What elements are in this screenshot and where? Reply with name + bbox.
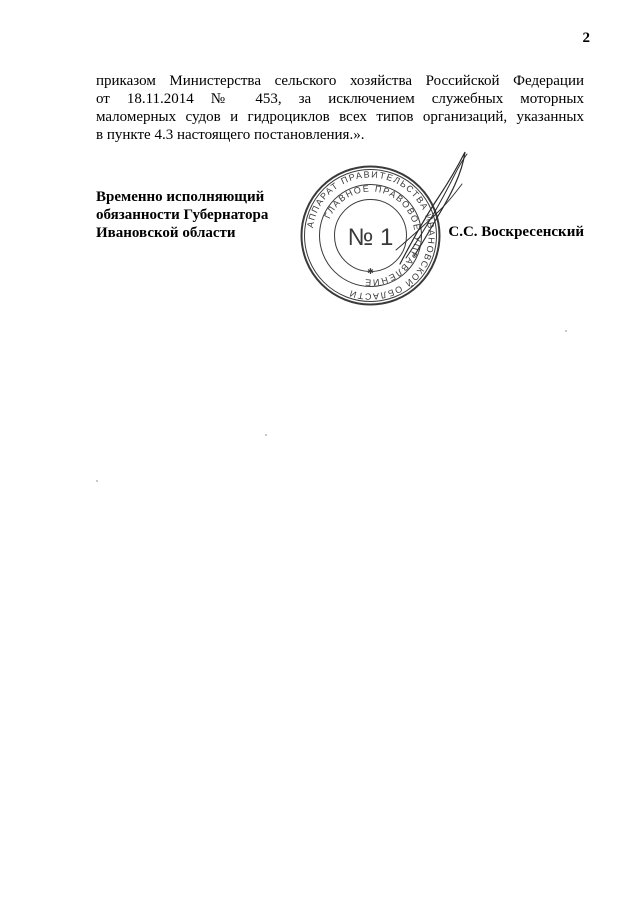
body-paragraph bbox=[96, 72, 584, 144]
signer-title-line: Ивановской области bbox=[96, 225, 236, 241]
signer-title bbox=[96, 188, 316, 242]
body-line: маломерных судов и гидроциклов всех типов организаций, указанных bbox=[96, 109, 584, 125]
stamp-center-number: № 1 bbox=[347, 224, 394, 251]
scan-speck bbox=[265, 434, 267, 436]
body-line: в пункте 4.3 настоящего постановления.». bbox=[96, 127, 365, 143]
scan-speck bbox=[565, 330, 567, 332]
body-line: от 18.11.2014 № 453, за исключением служебных моторных bbox=[96, 91, 584, 107]
stamp-inner-text: ГЛАВНОЕ ПРАВОВОЕ УПРАВЛЕНИЕ bbox=[322, 183, 423, 288]
page-number: 2 bbox=[582, 30, 590, 46]
signer-title-line: обязанности Губернатора bbox=[96, 207, 269, 223]
scan-speck bbox=[96, 480, 98, 482]
signer-name: С.С. Воскресенский bbox=[448, 224, 584, 240]
signer-title-line: Временно исполняющий bbox=[96, 189, 265, 205]
body-line: приказом Министерства сельского хозяйства Российской Федерации bbox=[96, 73, 584, 89]
stamp-outer-text: АППАРАТ ПРАВИТЕЛЬСТВА ИВАНОВСКОЙ ОБЛАСТИ bbox=[304, 169, 437, 302]
stamp-star-icon: ✱ bbox=[367, 267, 374, 276]
handwritten-signature bbox=[392, 146, 472, 270]
